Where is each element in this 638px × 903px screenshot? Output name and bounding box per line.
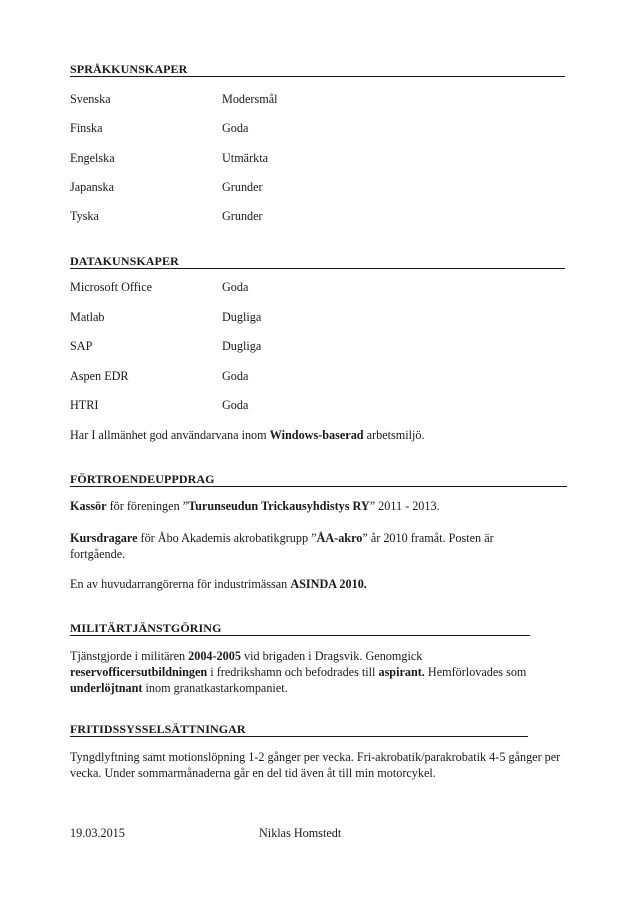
language-name: Svenska [70,92,111,106]
skill-level: Dugliga [222,339,262,353]
trust-paragraph-instructor: Kursdragare för Åbo Akademis akrobatikgrupp ”ÅA-akro” år 2010 framåt. Posten är fortgående. [70,531,494,561]
section-heading-trust: FÖRTROENDEUPPDRAG [70,472,215,486]
skill-name: Microsoft Office [70,280,153,294]
section-underline [70,736,528,737]
skill-name: SAP [70,339,93,353]
skill-level: Dugliga [222,310,262,324]
military-paragraph: Tjänstgjorde i militären 2004-2005 vid brigaden i Dragsvik. Genomgick reservofficersutbildningen i fredrikshamn och befodrades till aspirant. Hemförlovades som underlöjtnant inom granatkastarkompaniet. [70,649,527,695]
language-level: Grunder [222,209,263,223]
language-name: Finska [70,121,103,135]
section-heading-military: MILITÄRTJÄNSTGÖRING [70,621,222,635]
trust-paragraph-treasurer: Kassör för föreningen ”Turunseudun Trickausyhdistys RY” 2011 - 2013. [70,499,440,513]
skill-name: HTRI [70,398,99,412]
skill-level: Goda [222,280,249,294]
skill-level: Goda [222,398,249,412]
section-heading-hobbies: FRITIDSSYSSELSÄTTNINGAR [70,722,246,736]
footer-name: Niklas Homstedt [259,826,342,840]
skill-name: Matlab [70,310,105,324]
language-name: Tyska [70,209,99,223]
hobbies-paragraph: Tyngdlyftning samt motionslöpning 1-2 gånger per vecka. Fri-akrobatik/parakrobatik 4-5 gånger per vecka. Under sommarmånaderna går en del tid även åt till min motorcykel. [70,750,561,780]
language-level: Utmärkta [222,151,269,165]
skill-name: Aspen EDR [70,369,129,383]
section-heading-languages: SPRÅKKUNSKAPER [70,62,188,76]
footer-date: 19.03.2015 [70,826,125,840]
language-level: Grunder [222,180,263,194]
skill-level: Goda [222,369,249,383]
language-name: Engelska [70,151,115,165]
section-heading-computer: DATAKUNSKAPER [70,254,179,268]
trust-paragraph-organizer: En av huvudarrangörerna för industrimässan ASINDA 2010. [70,577,367,591]
language-level: Goda [222,121,249,135]
section-underline [70,76,565,77]
section-underline [70,268,565,269]
language-name: Japanska [70,180,114,194]
section-underline [70,486,567,487]
computer-note: Har I allmänhet god användarvana inom Windows-baserad arbetsmiljö. [70,428,425,442]
language-level: Modersmål [222,92,278,106]
section-underline [70,635,530,636]
